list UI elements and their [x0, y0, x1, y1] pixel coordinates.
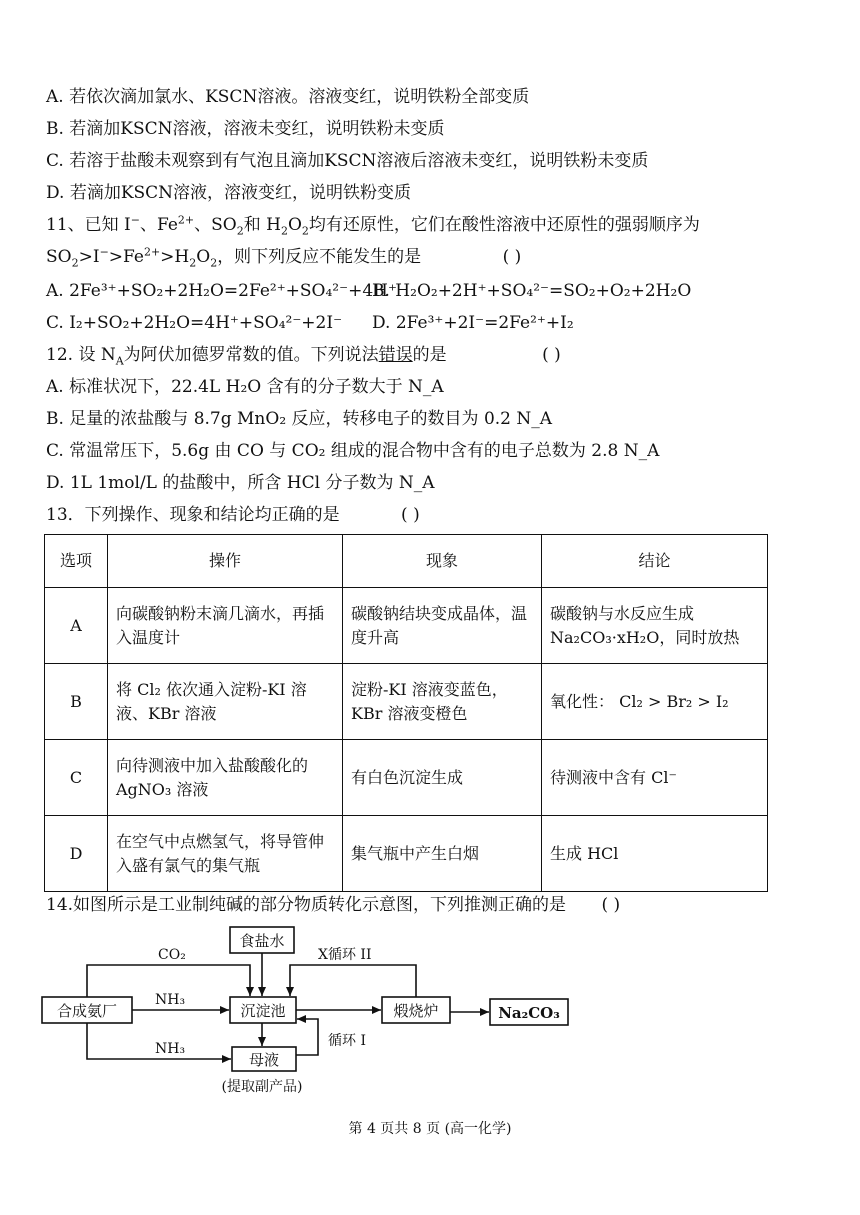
q14-stem: 14.如图所示是工业制纯碱的部分物质转化示意图，下列推测正确的是 ( ): [46, 895, 621, 915]
header-conclusion: 结论: [542, 535, 768, 588]
nh3-bottom-label: NH₃: [155, 1041, 186, 1057]
byproduct-note: (提取副产品): [221, 1079, 303, 1095]
q11-options-row1: [46, 280, 692, 302]
header-operation: 操作: [108, 535, 343, 588]
q11-option-b: B. H₂O₂+2H⁺+SO₄²⁻=SO₂+O₂+2H₂O: [372, 281, 692, 301]
nh3-top-label: NH₃: [155, 992, 186, 1008]
q11-stem-line1: 11、已知 I−、$Fe^{2+}$、$SO_2$和 $H_2O_2$均有还原性，它们在酸性溶液中还原性的强弱顺序为: [46, 213, 700, 238]
table-header-row: [45, 535, 768, 588]
q13-answer-bracket: ( ): [401, 505, 420, 525]
q12-option-d: D. 1L 1mol/L 的盐酸中，所含 HCl 分子数为 N_A: [46, 473, 435, 493]
q10-option-c: C. 若溶于盐酸未观察到有气泡且滴加KSCN溶液后溶液未变红，说明铁粉未变质: [46, 151, 649, 171]
q11-stem-line2: $SO_2>I^->Fe^{2+}>H_2O_2$，则下列反应不能发生的是 ( ): [46, 245, 522, 270]
table-row: A 向碳酸钠粉末滴几滴水，再插入温度计 碳酸钠结块变成晶体，温度升高 碳酸钠与水反应生成 Na₂CO₃·xH₂O，同时放热: [45, 588, 768, 664]
mother-liquor-label: 母液: [248, 1051, 280, 1069]
co2-label: CO₂: [158, 947, 186, 963]
q12-answer-bracket: ( ): [542, 345, 561, 365]
furnace-label: 煅烧炉: [393, 1002, 439, 1020]
q12-option-a: A. 标准状况下，22.4L H₂O 含有的分子数大于 N_A: [46, 377, 444, 397]
q11-option-c: C. I₂+SO₂+2H₂O=4H⁺+SO₄²⁻+2I⁻: [46, 313, 343, 333]
q12-option-c: C. 常温常压下，5.6g 由 CO 与 CO₂ 组成的混合物中含有的电子总数为 2.8 N_A: [46, 441, 660, 461]
q13-stem: 13．下列操作、现象和结论均正确的是 ( ): [46, 505, 420, 525]
soda-process-flowchart: [0, 915, 860, 1105]
cycle1-label: 循环 I: [328, 1033, 366, 1049]
q10-option-b: B. 若滴加KSCN溶液，溶液未变红，说明铁粉未变质: [46, 119, 445, 139]
table-row: B 将 Cl₂ 依次通入淀粉-KI 溶液、KBr 溶液 淀粉-KI 溶液变蓝色，KBr 溶液变橙色 氧化性： Cl₂ > Br₂ > I₂: [45, 664, 768, 740]
product-label: Na₂CO₃: [498, 1004, 560, 1022]
q12-stem: 12. 设 $N_A$为阿伏加德罗常数的值。下列说法错误的是 ( ): [46, 345, 561, 368]
table-row: C 向待测液中加入盐酸酸化的 AgNO₃ 溶液 有白色沉淀生成 待测液中含有 Cl⁻: [45, 740, 768, 816]
x-cycle-label: X循环 II: [318, 947, 372, 963]
q13-table: [44, 534, 768, 892]
q14-answer-bracket: ( ): [601, 895, 621, 915]
q10-option-a: A. 若依次滴加氯水、KSCN溶液。溶液变红，说明铁粉全部变质: [46, 87, 530, 107]
ammonia-plant-label: 合成氨厂: [56, 1002, 118, 1020]
header-option: 选项: [45, 535, 108, 588]
q11-option-a: A. 2Fe³⁺+SO₂+2H₂O=2Fe²⁺+SO₄²⁻+4H⁺: [46, 281, 397, 301]
q10-option-d: D. 若滴加KSCN溶液，溶液变红，说明铁粉变质: [46, 183, 412, 203]
q12-option-b: B. 足量的浓盐酸与 8.7g MnO₂ 反应，转移电子的数目为 0.2 N_A: [46, 409, 553, 429]
q11-answer-bracket: ( ): [502, 247, 522, 267]
precip-tank-label: 沉淀池: [240, 1002, 286, 1020]
q12-error-word: 错误: [378, 345, 413, 365]
q11-option-d: D. 2Fe³⁺+2I⁻=2Fe²⁺+I₂: [372, 313, 574, 333]
header-phenomenon: 现象: [343, 535, 542, 588]
table-row: D 在空气中点燃氢气，将导管伸入盛有氯气的集气瓶 集气瓶中产生白烟 生成 HCl: [45, 816, 768, 892]
brine-label: 食盐水: [239, 932, 285, 950]
page-footer: 第 4 页共 8 页 (高一化学): [348, 1121, 512, 1137]
q11-options-row2: [46, 312, 574, 334]
